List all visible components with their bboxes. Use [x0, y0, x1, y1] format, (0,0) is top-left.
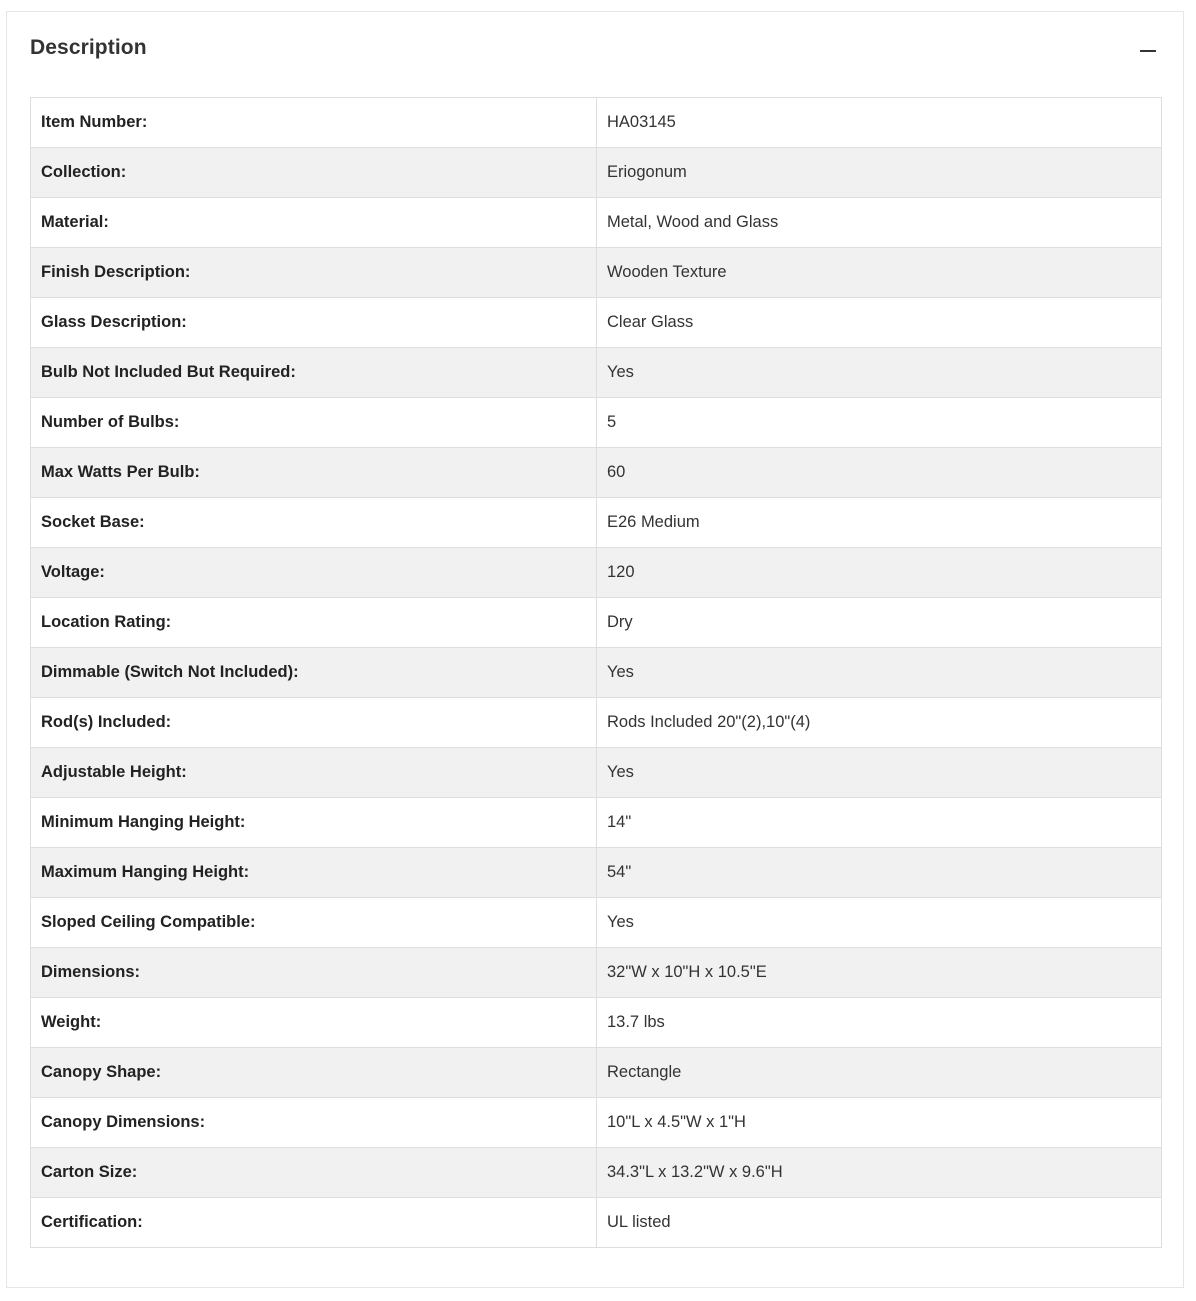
spec-row: [31, 398, 1162, 448]
spec-label: Max Watts Per Bulb:: [31, 448, 597, 498]
spec-row: [31, 898, 1162, 948]
spec-row: [31, 1148, 1162, 1198]
spec-value: 60: [597, 448, 1162, 498]
spec-row: [31, 948, 1162, 998]
spec-row: [31, 98, 1162, 148]
spec-row: [31, 448, 1162, 498]
spec-value: 5: [597, 398, 1162, 448]
spec-value: Eriogonum: [597, 148, 1162, 198]
spec-value: 120: [597, 548, 1162, 598]
spec-value: Yes: [597, 898, 1162, 948]
spec-value: 10"L x 4.5"W x 1"H: [597, 1098, 1162, 1148]
spec-row: [31, 198, 1162, 248]
spec-value: Metal, Wood and Glass: [597, 198, 1162, 248]
spec-label: Minimum Hanging Height:: [31, 798, 597, 848]
spec-label: Sloped Ceiling Compatible:: [31, 898, 597, 948]
description-panel: [6, 11, 1184, 1288]
spec-label: Bulb Not Included But Required:: [31, 348, 597, 398]
spec-value: 14": [597, 798, 1162, 848]
spec-value: Wooden Texture: [597, 248, 1162, 298]
spec-label: Rod(s) Included:: [31, 698, 597, 748]
spec-row: [31, 798, 1162, 848]
spec-table: [30, 97, 1162, 1248]
spec-row: [31, 1198, 1162, 1248]
spec-value: Rectangle: [597, 1048, 1162, 1098]
spec-row: [31, 748, 1162, 798]
spec-row: [31, 298, 1162, 348]
spec-row: [31, 348, 1162, 398]
spec-row: [31, 648, 1162, 698]
spec-value: 34.3"L x 13.2"W x 9.6"H: [597, 1148, 1162, 1198]
spec-label: Dimensions:: [31, 948, 597, 998]
description-header[interactable]: [7, 12, 1183, 86]
spec-value: UL listed: [597, 1198, 1162, 1248]
spec-label: Finish Description:: [31, 248, 597, 298]
spec-row: [31, 998, 1162, 1048]
spec-label: Collection:: [31, 148, 597, 198]
spec-label: Material:: [31, 198, 597, 248]
spec-row: [31, 1048, 1162, 1098]
spec-label: Weight:: [31, 998, 597, 1048]
spec-value: Dry: [597, 598, 1162, 648]
spec-label: Adjustable Height:: [31, 748, 597, 798]
spec-row: [31, 248, 1162, 298]
spec-row: [31, 548, 1162, 598]
spec-row: [31, 598, 1162, 648]
spec-label: Location Rating:: [31, 598, 597, 648]
spec-value: Rods Included 20"(2),10"(4): [597, 698, 1162, 748]
spec-row: [31, 498, 1162, 548]
spec-value: 54": [597, 848, 1162, 898]
spec-label: Item Number:: [31, 98, 597, 148]
spec-value: HA03145: [597, 98, 1162, 148]
spec-row: [31, 1098, 1162, 1148]
spec-label: Glass Description:: [31, 298, 597, 348]
collapse-toggle-button[interactable]: [1137, 40, 1159, 62]
spec-value: 32"W x 10"H x 10.5"E: [597, 948, 1162, 998]
spec-value: Yes: [597, 648, 1162, 698]
spec-row: [31, 148, 1162, 198]
spec-table-body: [31, 98, 1162, 1248]
spec-label: Voltage:: [31, 548, 597, 598]
spec-label: Certification:: [31, 1198, 597, 1248]
spec-value: Yes: [597, 348, 1162, 398]
spec-label: Number of Bulbs:: [31, 398, 597, 448]
minus-icon: [1140, 50, 1156, 52]
section-title: Description: [30, 36, 147, 59]
spec-label: Canopy Shape:: [31, 1048, 597, 1098]
spec-value: E26 Medium: [597, 498, 1162, 548]
spec-row: [31, 848, 1162, 898]
spec-value: Clear Glass: [597, 298, 1162, 348]
spec-label: Maximum Hanging Height:: [31, 848, 597, 898]
spec-value: Yes: [597, 748, 1162, 798]
spec-value: 13.7 lbs: [597, 998, 1162, 1048]
spec-label: Socket Base:: [31, 498, 597, 548]
spec-label: Canopy Dimensions:: [31, 1098, 597, 1148]
spec-label: Dimmable (Switch Not Included):: [31, 648, 597, 698]
spec-row: [31, 698, 1162, 748]
spec-label: Carton Size:: [31, 1148, 597, 1198]
